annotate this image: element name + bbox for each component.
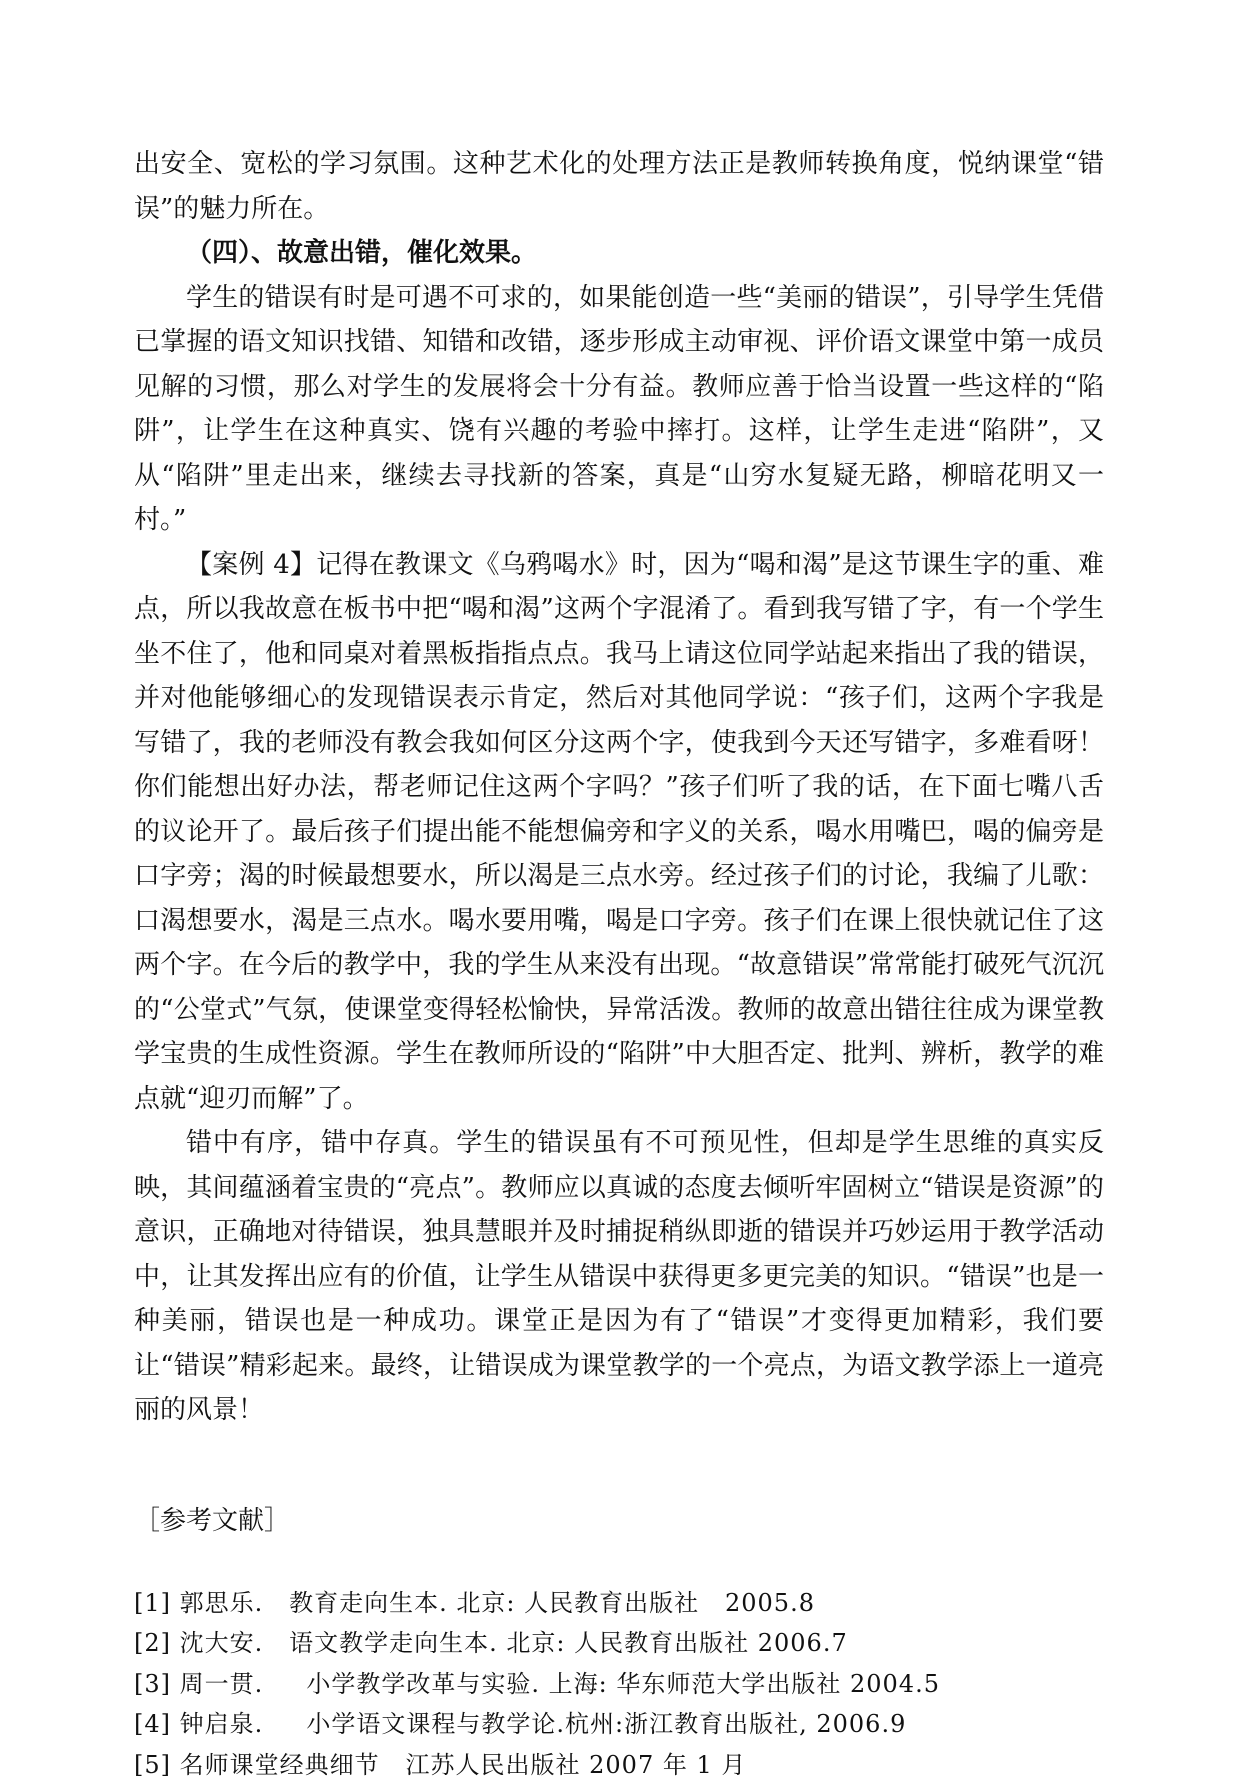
reference-item-2: [2] 沈大安. 语文教学走向生本. 北京: 人民教育出版社 2006.7 — [134, 1623, 1104, 1664]
reference-item-4: [4] 钟启泉. 小学语文课程与教学论.杭州:浙江教育出版社, 2006.9 — [134, 1704, 1104, 1745]
paragraph-case-4 — [134, 543, 1104, 1122]
paragraph-intentional-errors: 学生的错误有时是可遇不可求的，如果能创造一些“美丽的错误”，引导学生凭借已掌握的语文知识找错、知错和改错，逐步形成主动审视、评价语文课堂中第一成员见解的习惯，那么对学生的发展将会十分有益。教师应善于恰当设置一些这样的“陷阱”，让学生在这种真实、饶有兴趣的考验中摔打。这样，让学生走进“陷阱”，又从“陷阱”里走出来，继续去寻找新的答案，真是“山穷水复疑无路，柳暗花明又一村。” — [134, 276, 1104, 543]
reference-item-1: [1] 郭思乐. 教育走向生本. 北京: 人民教育出版社 2005.8 — [134, 1583, 1104, 1624]
references-list — [134, 1583, 1104, 1785]
paragraph-continuation: 出安全、宽松的学习氛围。这种艺术化的处理方法正是教师转换角度，悦纳课堂“错误”的魅力所在。 — [134, 142, 1104, 231]
document-page — [134, 142, 1104, 1785]
paragraph-conclusion: 错中有序，错中存真。学生的错误虽有不可预见性，但却是学生思维的真实反映，其间蕴涵着宝贵的“亮点”。教师应以真诚的态度去倾听牢固树立“错误是资源”的意识，正确地对待错误，独具慧眼并及时捕捉稍纵即逝的错误并巧妙运用于教学活动中，让其发挥出应有的价值，让学生从错误中获得更多更完美的知识。“错误”也是一种美丽，错误也是一种成功。课堂正是因为有了“错误”才变得更加精彩，我们要让“错误”精彩起来。最终，让错误成为课堂教学的一个亮点，为语文教学添上一道亮丽的风景！ — [134, 1121, 1104, 1433]
case-4-text: 记得在教课文《乌鸦喝水》时，因为“喝和渴”是这节课生字的重、难点，所以我故意在板书中把“喝和渴”这两个字混淆了。看到我写错了字，有一个学生坐不住了，他和同桌对着黑板指指点点。我马上请这位同学站起来指出了我的错误，并对他能够细心的发现错误表示肯定，然后对其他同学说：“孩子们，这两个字我是写错了，我的老师没有教会我如何区分这两个字，使我到今天还写错字，多难看呀！你们能想出好办法，帮老师记住这两个字吗？”孩子们听了我的话，在下面七嘴八舌的议论开了。最后孩子们提出能不能想偏旁和字义的关系，喝水用嘴巴，喝的偏旁是口字旁；渴的时候最想要水，所以渴是三点水旁。经过孩子们的讨论，我编了儿歌：口渴想要水，渴是三点水。喝水要用嘴，喝是口字旁。孩子们在课上很快就记住了这两个字。在今后的教学中，我的学生从来没有出现。“故意错误”常常能打破死气沉沉的“公堂式”气氛，使课堂变得轻松愉快，异常活泼。教师的故意出错往往成为课堂教学宝贵的生成性资源。学生在教师所设的“陷阱”中大胆否定、批判、辨析，教学的难点就“迎刃而解”了。 — [134, 550, 1104, 1114]
reference-item-5: [5] 名师课堂经典细节 江苏人民出版社 2007 年 1 月 — [134, 1745, 1104, 1785]
references-title: ［参考文献］ — [134, 1501, 1104, 1541]
section-heading-4: （四）、故意出错，催化效果。 — [134, 231, 1104, 276]
reference-item-3: [3] 周一贯. 小学教学改革与实验. 上海: 华东师范大学出版社 2004.5 — [134, 1664, 1104, 1705]
case-4-label: 【案例 4】 — [186, 550, 316, 580]
